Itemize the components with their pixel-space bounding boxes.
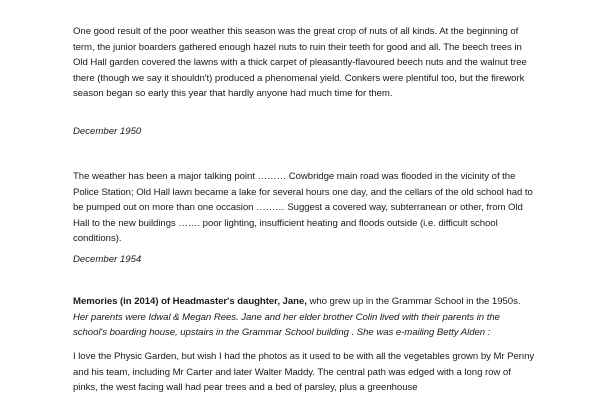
paragraph-physic-garden: I love the Physic Garden, but wish I had the photos as it used to be with all the vegetables grown by Mr Penny and his team, including Mr Carter and later Walter Maddy. The central path was edged with a long row of pinks, the west facing wall had pear trees and a bed of parsley, plus a greenhouse: [73, 351, 535, 393]
memories-intro-text: who grew up in the Grammar School in the 1950s.: [306, 296, 521, 307]
memories-parents-note: Her parents were Idwal & Megan Rees. Jane and her elder brother Colin lived with their parents in the school's boarding house, upstairs in the Grammar School building . She was e-mailing Betty Alden :: [73, 311, 500, 338]
memories-heading: Memories (in 2014) of Headmaster's daughter, Jane,: [73, 296, 307, 307]
date-december-1954: December 1954: [73, 254, 142, 265]
paragraph-memories-intro: [73, 294, 535, 341]
date-december-1950: December 1950: [73, 126, 142, 137]
paragraph-nut-crop: One good result of the poor weather this season was the great crop of nuts of all kinds. At the beginning of term, the junior boarders gathered enough hazel nuts to ruin their teeth for good and all. The beech trees in Old Hall garden covered the lawns with a thick carpet of pleasantly-flavoured beech nuts and the walnut tree there (though we say it shouldn't) produced a phenomenal yield. Conkers were plentiful too, but the firework season began so early this year that hardly anyone had much time for them.: [73, 26, 527, 99]
paragraph-weather: The weather has been a major talking point ……… Cowbridge main road was flooded in the vicinity of the Police Station; Old Hall lawn became a lake for several hours one day, and the cellars of the old school had to be pumped out on more than one occasion ……… Suggest a covered way, subterranean or other, from Old Hall to the new buildings ……. poor lighting, insufficient heating and floods outside (i.e. difficult school conditions).: [73, 171, 533, 244]
